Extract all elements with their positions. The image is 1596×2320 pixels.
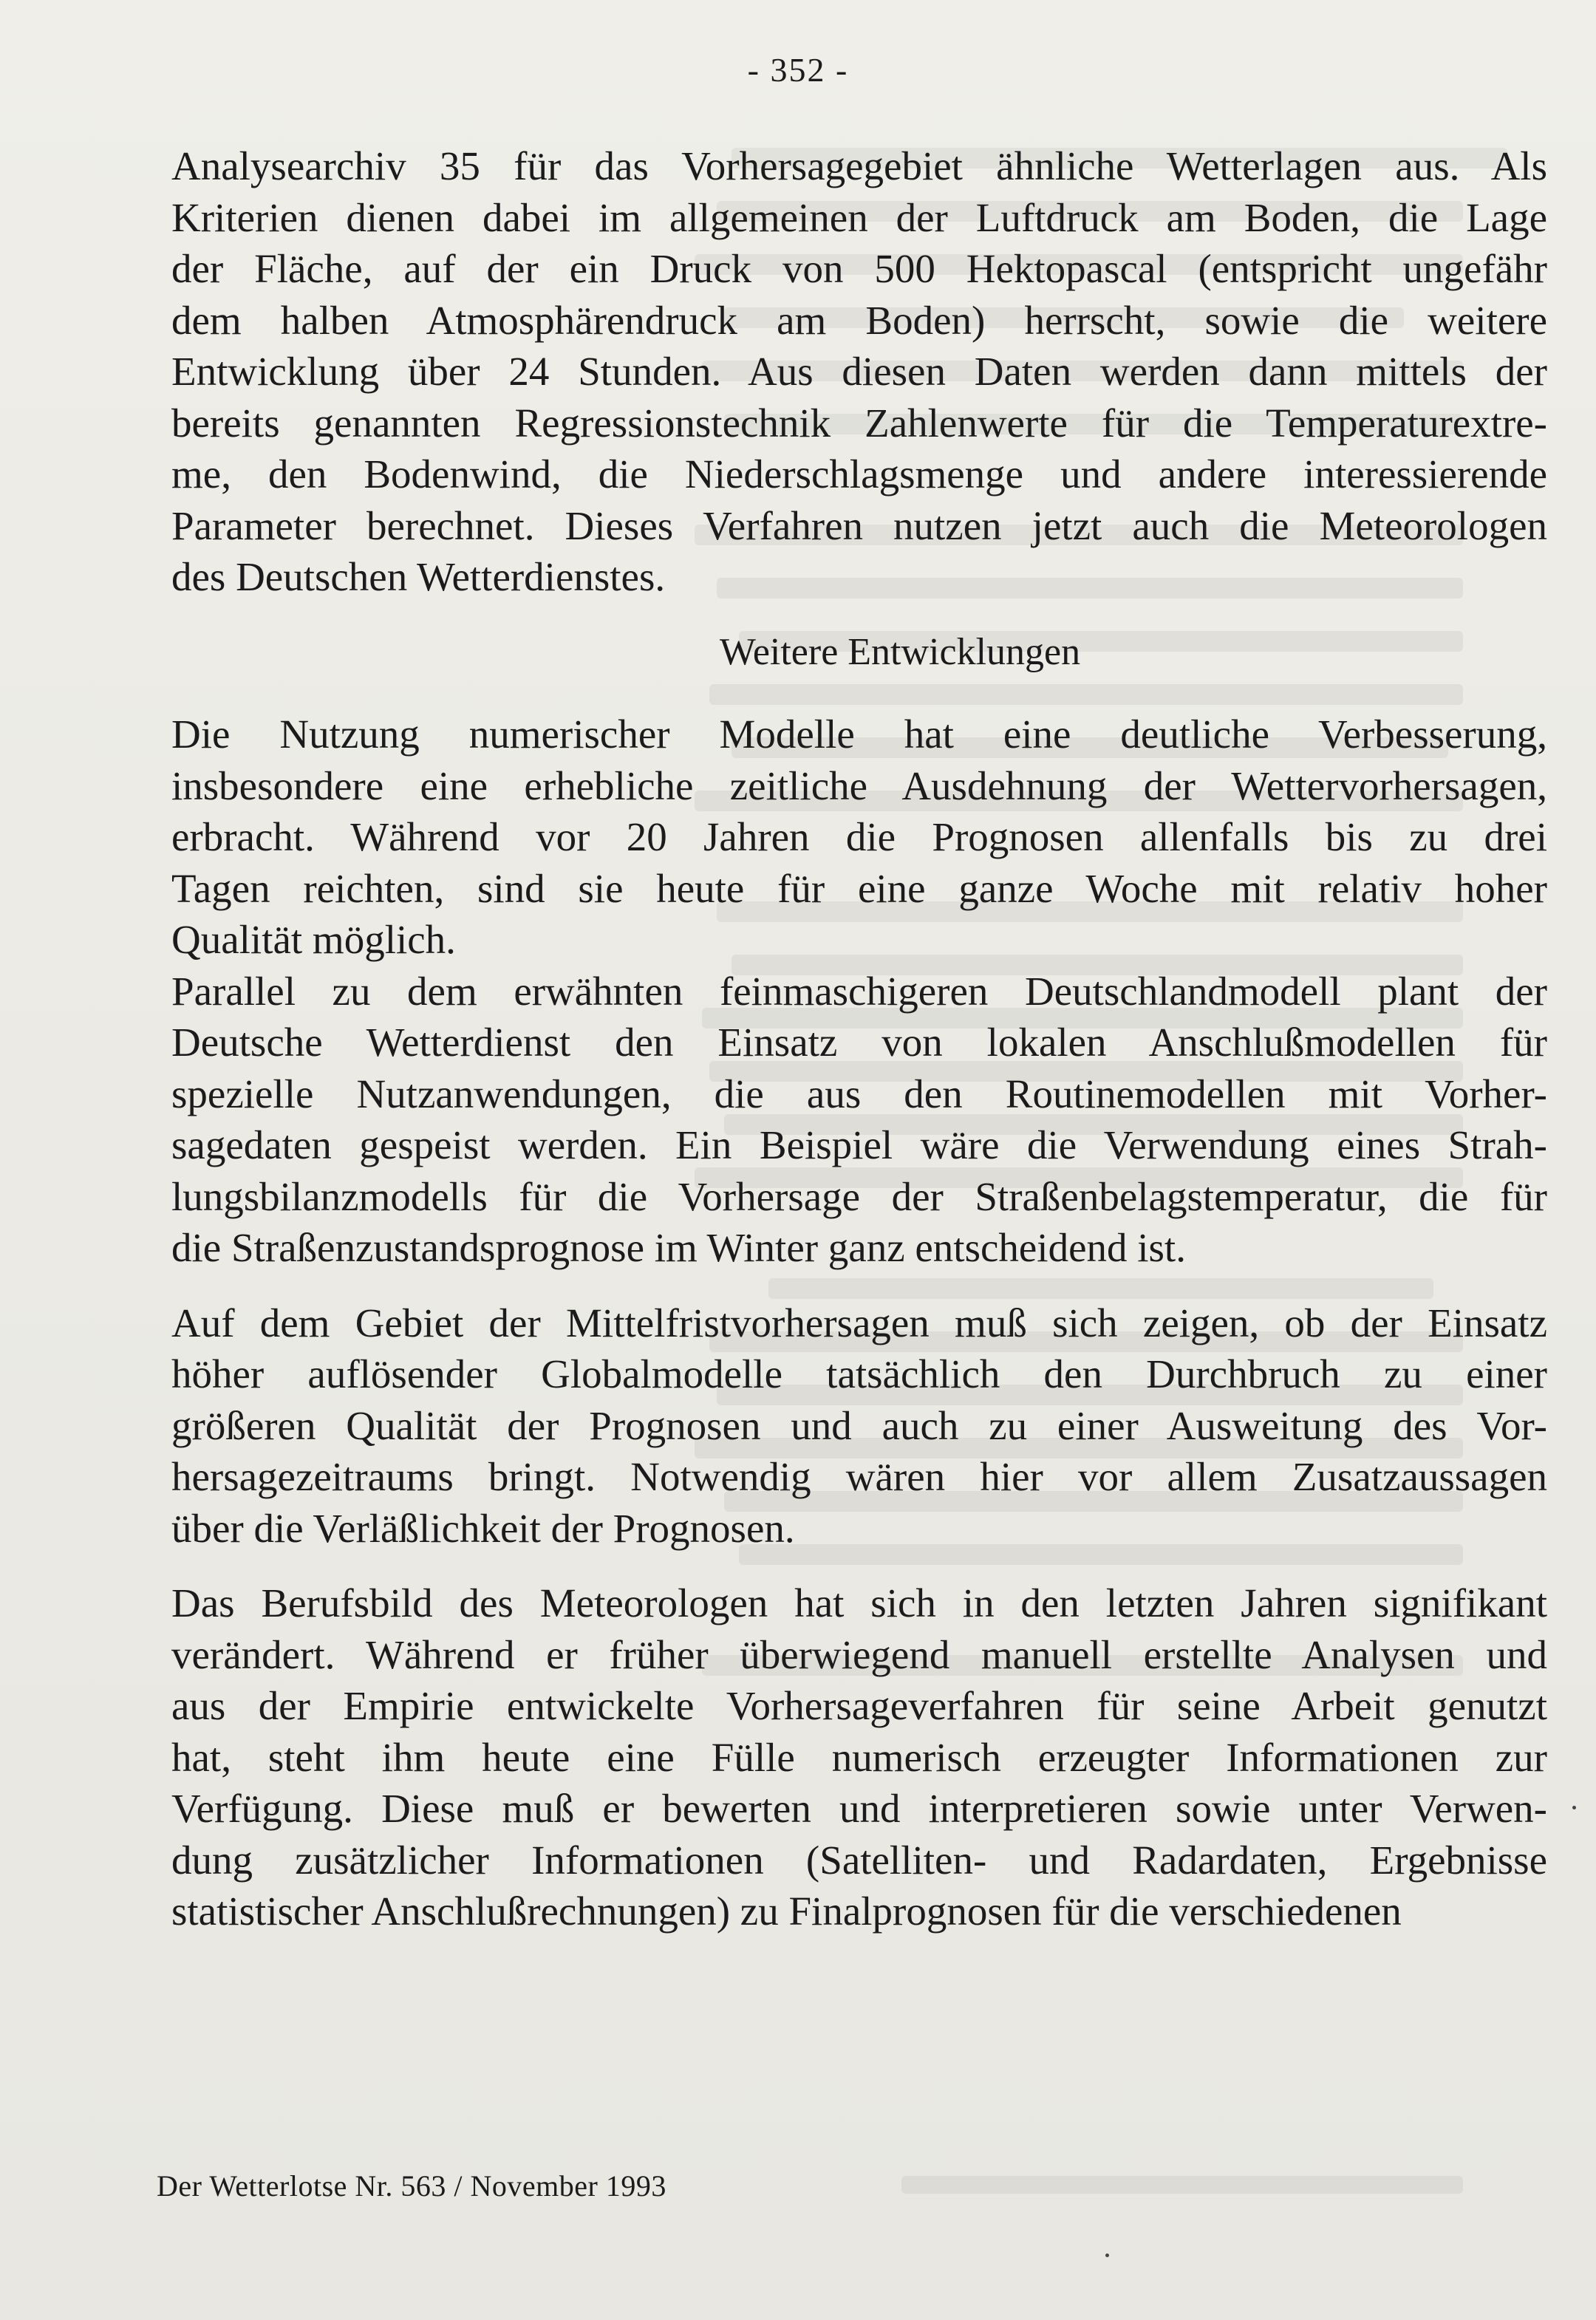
text-line: hat, steht ihm heute eine Fülle numerisch erzeugter Informationen zur — [171, 1734, 1547, 1780]
text-line: insbesondere eine erhebliche zeitliche Ausdehnung der Wettervorhersagen, — [171, 762, 1547, 808]
section-heading: Weitere Entwicklungen — [719, 630, 1081, 673]
text-line: größeren Qualität der Prognosen und auch zu einer Ausweitung des Vor- — [171, 1402, 1547, 1448]
text-line: Qualität möglich. — [171, 917, 456, 962]
text-line: Kriterien dienen dabei im allgemeinen der Luftdruck am Boden, die Lage — [171, 194, 1547, 240]
paragraph-numerische-modelle — [171, 709, 1547, 966]
page-speck — [1105, 2254, 1109, 2257]
text-line: höher auflösender Globalmodelle tatsächlich den Durchbruch zu einer — [171, 1351, 1547, 1396]
paragraph-berufsbild — [171, 1577, 1547, 1937]
text-line: Das Berufsbild des Meteorologen hat sich in den letzten Jahren signifikant — [171, 1580, 1547, 1625]
text-line: sagedaten gespeist werden. Ein Beispiel wäre die Verwendung eines Strah- — [171, 1122, 1547, 1167]
text-line: bereits genannten Regressionstechnik Zahlenwerte für die Temperaturextre- — [171, 400, 1547, 446]
text-line: aus der Empirie entwickelte Vorhersageverfahren für seine Arbeit genutzt — [171, 1683, 1547, 1728]
text-line: spezielle Nutzanwendungen, die aus den Routinemodellen mit Vorher- — [171, 1071, 1547, 1116]
text-line: Parallel zu dem erwähnten feinmaschigeren Deutschlandmodell plant der — [171, 968, 1547, 1014]
text-line: Die Nutzung numerischer Modelle hat eine deutliche Verbesserung, — [171, 712, 1547, 757]
footer-citation: Der Wetterlotse Nr. 563 / November 1993 — [157, 2169, 666, 2203]
text-line: verändert. Während er früher überwiegend manuell erstellte Analysen und — [171, 1631, 1547, 1677]
text-line: Deutsche Wetterdienst den Einsatz von lokalen Anschlußmodellen für — [171, 1020, 1547, 1065]
text-line: der Fläche, auf der ein Druck von 500 Hektopascal (entspricht ungefähr — [171, 246, 1547, 291]
text-line: die Straßenzustandsprognose im Winter ganz entscheidend ist. — [171, 1225, 1186, 1270]
text-line: hersagezeitraums bringt. Notwendig wären hier vor allem Zusatzaussagen — [171, 1454, 1547, 1499]
text-line: erbracht. Während vor 20 Jahren die Prognosen allenfalls bis zu drei — [171, 814, 1547, 859]
page-speck — [1572, 1806, 1576, 1809]
paragraph-mittelfristvorhersagen — [171, 1297, 1547, 1555]
text-line: über die Verläßlichkeit der Prognosen. — [171, 1505, 795, 1551]
text-line: dem halben Atmosphärendruck am Boden) herrscht, sowie die weitere — [171, 297, 1547, 343]
text-line: dung zusätzlicher Informationen (Satelliten- und Radardaten, Ergebnisse — [171, 1837, 1547, 1883]
text-line: Entwicklung über 24 Stunden. Aus diesen Daten werden dann mittels der — [171, 349, 1547, 394]
page-number: - 352 - — [747, 51, 849, 89]
text-line: Auf dem Gebiet der Mittelfristvorhersagen muß sich zeigen, ob der Einsatz — [171, 1300, 1547, 1345]
text-line: lungsbilanzmodells für die Vorhersage der Straßenbelagstemperatur, die für — [171, 1173, 1547, 1219]
text-line: statistischer Anschlußrechnungen) zu Finalprognosen für die verschiedenen — [171, 1889, 1402, 1934]
paragraph-analysearchiv — [171, 140, 1547, 603]
text-line: des Deutschen Wetterdienstes. — [171, 554, 666, 599]
text-line: Tagen reichten, sind sie heute für eine ganze Woche mit relativ hoher — [171, 865, 1547, 911]
paragraph-lokale-anschlussmodelle — [171, 966, 1547, 1274]
text-line: Analysearchiv 35 für das Vorhersagegebiet ähnliche Wetterlagen aus. Als — [171, 143, 1547, 188]
text-line: Verfügung. Diese muß er bewerten und interpretieren sowie unter Verwen- — [171, 1786, 1547, 1831]
text-line: Parameter berechnet. Dieses Verfahren nutzen jetzt auch die Meteorologen — [171, 502, 1547, 548]
text-line: me, den Bodenwind, die Niederschlagsmenge und andere interessierende — [171, 451, 1547, 497]
body-text — [171, 140, 1547, 1937]
